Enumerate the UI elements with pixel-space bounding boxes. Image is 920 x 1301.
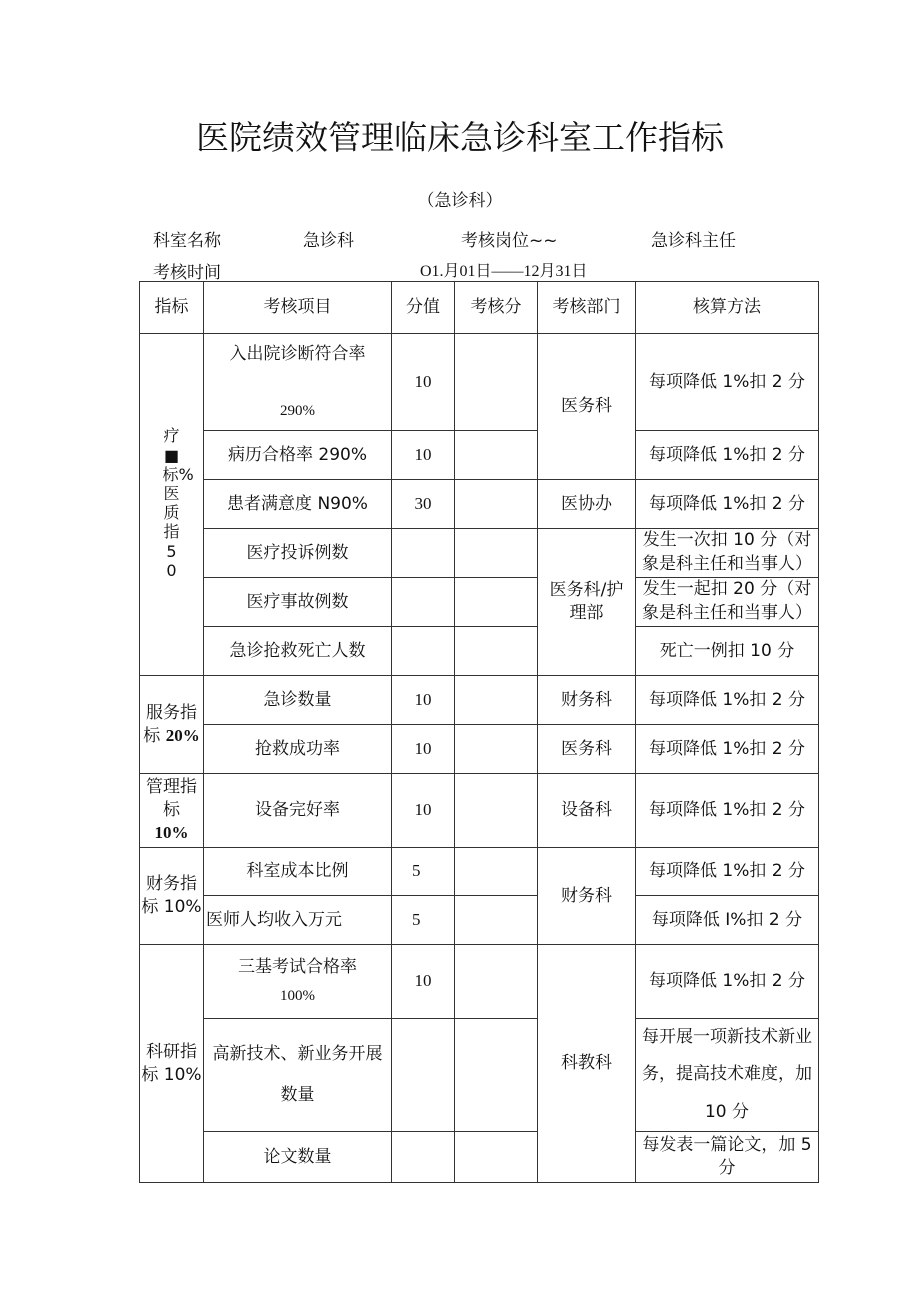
score-cell [392,627,455,676]
assessed-score-cell [455,431,538,480]
item-cell: 医疗事故例数 [204,578,392,627]
method-cell: 每开展一项新技术新业务，提高技术难度，加 10 分 [636,1019,819,1132]
table-row [140,945,819,1019]
assessed-score-cell [455,848,538,896]
score-cell: 10 [392,725,455,774]
table-row [140,676,819,725]
score-cell [392,1019,455,1132]
item-target: 290% [280,402,315,419]
assessed-score-cell [455,725,538,774]
table-row [140,334,819,431]
score-cell: 5 [392,896,455,945]
score-cell [392,529,455,578]
dept-cell: 医务科 [538,334,636,480]
method-cell: 每项降低 1%扣 2 分 [636,725,819,774]
category-service [140,676,204,774]
item-cell: 高新技术、新业务开展数量 [204,1019,392,1132]
method-cell: 每发表一篇论文，加 5 分 [636,1132,819,1183]
table-row [140,431,819,480]
item-cell: 急诊抢救死亡人数 [204,627,392,676]
score-cell: 10 [392,774,455,848]
table-row [140,1132,819,1183]
assessed-score-cell [455,1132,538,1183]
score-cell: 30 [392,480,455,529]
category-medical-label: 疗■标%医质指50 [162,426,194,580]
assessed-score-cell [455,1019,538,1132]
post-value: 急诊科主任 [651,231,736,251]
table-row [140,529,819,578]
item-target: 100% [280,987,315,1004]
header-score: 分值 [392,282,455,334]
time-label: 考核时间 [153,263,221,283]
header-indicator: 指标 [140,282,204,334]
item-cell: 论文数量 [204,1132,392,1183]
category-service-line1: 服务指 [146,702,197,723]
table-row [140,627,819,676]
item-cell: 抢救成功率 [204,725,392,774]
category-management-line1: 管理指 [146,777,197,798]
item-cell [204,945,392,1019]
method-cell: 死亡一例扣 10 分 [636,627,819,676]
method-cell: 每项降低 1%扣 2 分 [636,848,819,896]
item-cell: 病历合格率 290% [204,431,392,480]
table-row [140,896,819,945]
table-row [140,774,819,848]
dept-cell: 科教科 [538,945,636,1183]
method-cell: 每项降低 1%扣 2 分 [636,774,819,848]
assessed-score-cell [455,676,538,725]
category-service-pct: 20% [165,725,200,745]
score-cell: 10 [392,945,455,1019]
score-cell: 10 [392,334,455,431]
method-cell: 每项降低 1%扣 2 分 [636,334,819,431]
method-cell: 每项降低 1%扣 2 分 [636,431,819,480]
category-management-pct: 10% [154,822,189,842]
indicator-table [139,281,819,1183]
header-assessed-score: 考核分 [455,282,538,334]
item-cell: 科室成本比例 [204,848,392,896]
table-row [140,480,819,529]
category-finance [140,848,204,945]
method-cell: 发生一起扣 20 分（对象是科主任和当事人） [636,578,819,627]
assessed-score-cell [455,334,538,431]
category-medical [140,334,204,676]
item-cell [204,334,392,431]
table-row [140,1019,819,1132]
time-value: O1.月01日——12月31日 [420,263,588,280]
dept-cell: 财务科 [538,848,636,945]
assessed-score-cell [455,627,538,676]
dept-cell: 医务科/护理部 [538,529,636,676]
method-cell: 发生一次扣 10 分（对象是科主任和当事人） [636,529,819,578]
assessed-score-cell [455,896,538,945]
assessed-score-cell [455,774,538,848]
assessed-score-cell [455,945,538,1019]
post-label: 考核岗位~~ [461,231,558,251]
category-finance-line1: 财务指 [146,874,197,895]
dept-cell: 设备科 [538,774,636,848]
score-cell: 5 [392,848,455,896]
method-cell: 每项降低 1%扣 2 分 [636,945,819,1019]
dept-cell: 医协办 [538,480,636,529]
score-cell [392,578,455,627]
category-research-line1: 科研指 [146,1041,197,1062]
assessed-score-cell [455,480,538,529]
category-research-line2: 标 10% [141,1064,202,1085]
table-row [140,578,819,627]
category-research [140,945,204,1183]
item-name: 三基考试合格率 [238,957,357,978]
document-title: 医院绩效管理临床急诊科室工作指标 [196,118,724,157]
item-cell: 设备完好率 [204,774,392,848]
document-subtitle: （急诊科） [417,191,503,211]
score-cell: 10 [392,431,455,480]
method-cell: 每项降低 1%扣 2 分 [636,676,819,725]
item-cell: 患者满意度 N90% [204,480,392,529]
table-row [140,725,819,774]
table-row [140,848,819,896]
category-finance-line2: 标 10% [141,897,202,917]
method-cell: 每项降低 I%扣 2 分 [636,896,819,945]
header-method: 核算方法 [636,282,819,334]
dept-label: 科室名称 [153,231,221,251]
item-name: 入出院诊断符合率 [229,344,366,364]
dept-cell: 财务科 [538,676,636,725]
score-cell [392,1132,455,1183]
item-cell: 医疗投诉例数 [204,529,392,578]
assessed-score-cell [455,529,538,578]
dept-cell: 医务科 [538,725,636,774]
category-management [140,774,204,848]
score-cell: 10 [392,676,455,725]
dept-value: 急诊科 [303,231,354,251]
header-department: 考核部门 [538,282,636,334]
item-cell: 医师人均收入万元 [204,896,392,945]
assessed-score-cell [455,578,538,627]
method-cell: 每项降低 1%扣 2 分 [636,480,819,529]
header-row [140,282,819,334]
category-service-line2: 标 [143,725,166,746]
item-cell: 急诊数量 [204,676,392,725]
header-item: 考核项目 [204,282,392,334]
category-management-line2: 标 [163,800,180,821]
